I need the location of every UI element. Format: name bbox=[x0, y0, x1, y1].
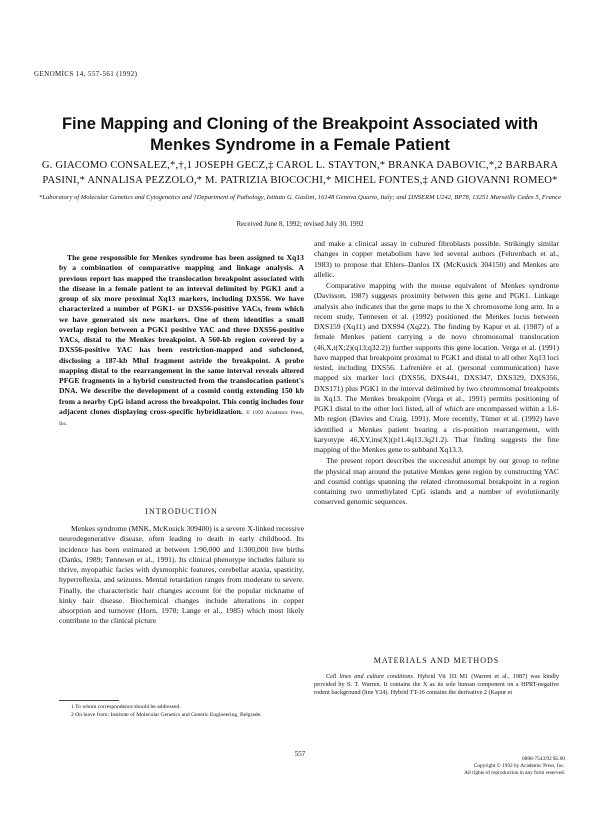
copyright-line: Copyright © 1992 by Academic Press, Inc. bbox=[473, 763, 565, 769]
right-paragraph-2: Comparative mapping with the mouse equivalent of Menkes syndrome (Davisson, 1987) suggests proximity between this gene and PGK1. Linkage analysis also indicates that the gene maps to the X chromosome long arm. In a recent study, Tønnesen et al. (1992) positioned the Menkes locus between DXS159 (Xq11) and DXS94 (Xq22). The finding by Kapur et al. (1987) of a female Menkes patient carrying a de novo chromosomal translocation (46,X,t(X;2)(q13;q32.2)) further supports this gene location. Verga et al. (1991) have mapped that breakpoint proximal to PGK1 and distal to all other Xq13 loci tested, including DXS56. Lafrenière et al. (personal communication) have mapped six marker loci (DXS56, DXS441, DXS347, DXS329, DXS356, DXS171) plus PGK1 in the interval delimited by two chromosomal breakpoints in Xq13. The Menkes breakpoint (Verga et al., 1991) permits positioning of PGK1 distal to the other loci listed, all of which are encompassed within a 1.6-Mb region (Davies and Craig, 1991). More recently, Tümer et al. (1992) have identified a Menkes patient bearing a cis-position rearrangement, with karyotype 46,XY,ins(X)(p11.4q13.3q21.2). That finding suggests the fine mapping of the Menkes gene to subband Xq13.3. bbox=[314, 281, 559, 454]
right-paragraph-1: and make a clinical assay in cultured fibroblasts possible. Strikingly similar changes in copper metabolism have led several authors (Fehrenbach et al., 1983) to propose that Ehlers–Danlos IX (McKusick 304150) and Menkes are allelic. bbox=[314, 239, 559, 279]
page-number: 557 bbox=[294, 750, 306, 758]
author-list: G. GIACOMO CONSALEZ,*,†,1 JOSEPH GECZ,‡ CAROL L. STAYTON,* BRANKA DABOVIC,*,2 BARBARA PASINI,* ANNALISA PEZZOLO,* M. PATRIZIA BIOCOCHI,* MICHEL FONTES,‡ AND GIOVANNI ROMEO* bbox=[41, 160, 559, 186]
right-column-body bbox=[314, 239, 559, 508]
right-paragraph-3: The present report describes the successful attempt by our group to refine the physical map around the putative Menkes gene region by constructing YAC and cosmid contigs spanning the related chromosomal breakpoint in a region containing two unmethylated CpG islands and a number of evolutionarily conserved genomic sequences. bbox=[314, 456, 559, 507]
issn-price: 0888-7543/92 $5.00 bbox=[522, 756, 565, 762]
methods-body bbox=[314, 673, 559, 698]
footnote-2: 2 On leave from: Institute of Molecular Genetics and Genetic Engineering, Belgrade. bbox=[71, 711, 262, 718]
journal-citation: GENOMICS 14, 557-561 (1992) bbox=[34, 70, 138, 78]
affiliations: *Laboratory of Molecular Genetics and Cytogenetics and †Department of Pathology, Istituto G. Gaslini, 16148 Genova Quarto, Italy; and ‡INSERM U242, BP78, 13251 Marseille Cedex 5, France bbox=[39, 194, 561, 201]
footnote-1: 1 To whom correspondence should be addressed. bbox=[71, 704, 181, 710]
introduction-heading: INTRODUCTION bbox=[145, 507, 218, 516]
abstract-text: The gene responsible for Menkes syndrome has been assigned to Xq13 by a combination of comparative mapping and linkage analysis. A previous report has mapped the translocation breakpoint associated with the disease in a female patient to an interval delimited by PGK1 and a group of six more proximal Xq13 markers, including DXS56. We have characterized a number of PGK1- or DXS56-positive YACs, from which we have generated six new markers. One of them identifies a small overlap region between a PGK1 positive YAC and three DXS56-positive YACs, distal to the Menkes breakpoint. A 560-kb region covered by a DXS56-positive YAC has been restriction-mapped and subcloned, disclosing a 187-kb MluI fragment astride the breakpoint. A probe mapping distal to the rearrangement in the same interval reveals altered PFGE fragments in a hybrid constructed from the translocation patient's DNA. We describe the development of a cosmid contig extending 150 kb from a nearby CpG island across the breakpoint. This contig includes four adjacent clones displaying cross-specific hybridization. bbox=[59, 253, 304, 416]
introduction-paragraph: Menkes syndrome (MNK, McKusick 309400) is a severe X-linked recessive neurodegenerative disease, often leading to death in early childhood. Its incidence has been estimated at between 1:90,000 and 1:300,000 live births (Danks, 1989; Tønnesen et al., 1991). Its clinical phenotype includes failure to thrive, myopathic facies with dysmorphic features, cerebellar ataxia, spasticity, hyperreflexia, and seizures. Mental retardation ranges from moderate to severe. Finally, the characteristic hair changes account for the popular nickname of kinky hair disease. Biochemical changes include alterations in copper absorption and turnover (Horn, 1978; Lange et al., 1985) which most likely contribute to the clinical picture bbox=[59, 524, 304, 626]
footnotes bbox=[59, 704, 304, 719]
abstract bbox=[59, 253, 304, 429]
footnote-rule bbox=[59, 700, 119, 701]
introduction-body bbox=[59, 524, 304, 627]
methods-heading: MATERIALS AND METHODS bbox=[373, 656, 500, 665]
received-dates: Received June 8, 1992; revised July 30, 1992 bbox=[236, 220, 364, 228]
methods-text: Hybrid Vit 1D M1 (Warren et al., 1987) was kindly provided by S. T. Warren. It contains the X as its sole human component on a HPRT-negative rodent background (line Y24). Hybrid TT-16 contains the derivative 2 (Kapur et bbox=[314, 673, 559, 697]
paper-title: Fine Mapping and Cloning of the Breakpoint Associated with Menkes Syndrome in a Female Patient bbox=[61, 115, 539, 154]
rights-line: All rights of reproduction in any form reserved. bbox=[464, 770, 565, 776]
publisher-info bbox=[440, 756, 565, 777]
abstract-copyright: © 1992 Academic Press, Inc. bbox=[59, 409, 304, 427]
methods-subheading: Cell lines and culture conditions. bbox=[326, 673, 415, 680]
